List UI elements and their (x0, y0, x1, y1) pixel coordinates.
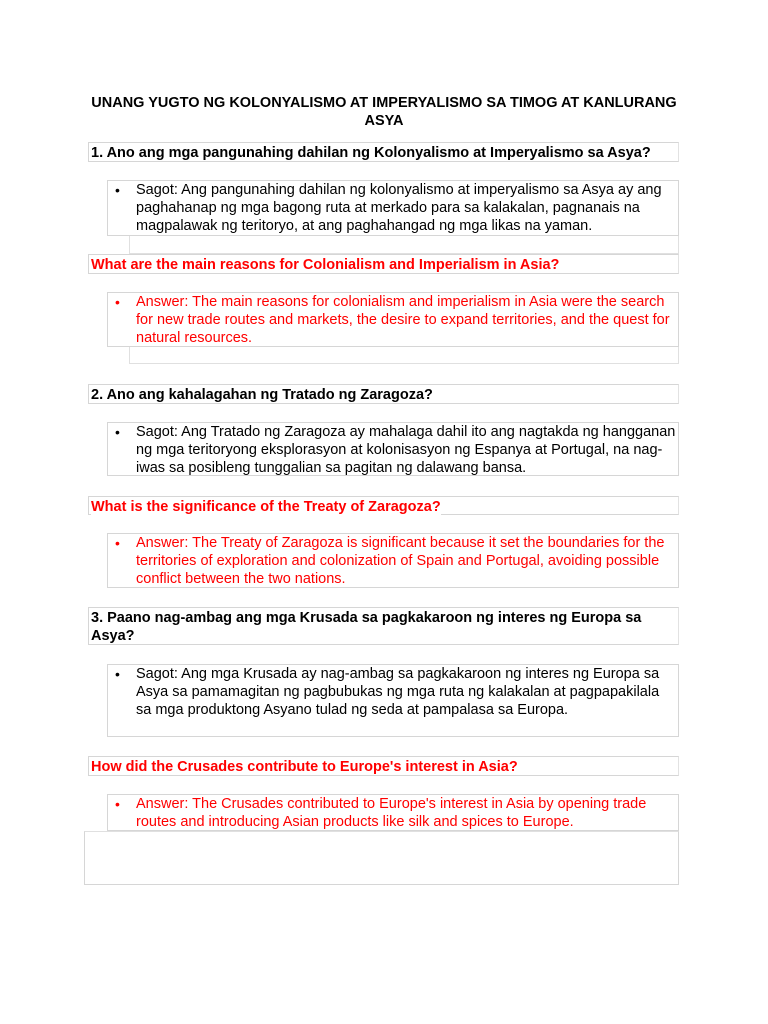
answer-1 (107, 180, 679, 236)
answer-1-text: Sagot: Ang pangunahing dahilan ng kolonyalismo at imperyalismo sa Asya ay ang paghahanap ng mga bagong ruta at merkado para sa kalakalan, pagnanais na magpalawak ng teritoryo, at ang paghahangad ng mga likas na yaman. (136, 182, 662, 234)
empty-text-box (84, 831, 679, 885)
answer-2-en-text: Answer: The Treaty of Zaragoza is significant because it set the boundaries for the territories of exploration and colonization of Spain and Portugal, avoiding possible conflict between the two nations. (136, 535, 665, 587)
answer-2-text: Sagot: Ang Tratado ng Zaragoza ay mahalaga dahil ito ang nagtakda ng hangganan ng mga teritoryong eksplorasyon at kolonisasyon ng Espanya at Portugal, na nag-iwas sa posibleng tunggalian sa pagitan ng dalawang bansa. (136, 424, 676, 476)
answer-3 (107, 664, 679, 737)
question-2-en-text: What is the significance of the Treaty of Zaragoza? (91, 499, 441, 515)
bullet-icon: • (115, 294, 120, 310)
answer-1-en (107, 292, 679, 347)
answer-1-en-text: Answer: The main reasons for colonialism and imperialism in Asia were the search for new trade routes and markets, the desire to expand territories, and the quest for natural resources. (136, 294, 670, 346)
question-1-en-text: What are the main reasons for Colonialism and Imperialism in Asia? (91, 257, 560, 273)
document-title: UNANG YUGTO NG KOLONYALISMO AT IMPERYALISMO SA TIMOG AT KANLURANG ASYA (91, 95, 677, 129)
question-2 (88, 384, 679, 404)
question-3-en-text: How did the Crusades contribute to Europe's interest in Asia? (91, 759, 518, 775)
question-2-en (88, 496, 679, 515)
bullet-icon: • (115, 796, 120, 812)
answer-2 (107, 422, 679, 476)
bullet-icon: • (115, 535, 120, 551)
bullet-icon: • (115, 666, 120, 682)
answer-3-en (107, 794, 679, 831)
answer-1-en-spacer (129, 347, 679, 364)
question-2-text: 2. Ano ang kahalagahan ng Tratado ng Zaragoza? (91, 387, 433, 403)
answer-1-spacer (129, 236, 679, 254)
question-1-en (88, 254, 679, 274)
question-1-text: 1. Ano ang mga pangunahing dahilan ng Kolonyalismo at Imperyalismo sa Asya? (91, 145, 651, 161)
bullet-icon: • (115, 182, 120, 198)
question-3-text: 3. Paano nag-ambag ang mga Krusada sa pagkakaroon ng interes ng Europa sa Asya? (91, 610, 642, 644)
answer-3-en-text: Answer: The Crusades contributed to Europe's interest in Asia by opening trade routes and introducing Asian products like silk and spices to Europe. (136, 796, 647, 830)
answer-3-text: Sagot: Ang mga Krusada ay nag-ambag sa pagkakaroon ng interes ng Europa sa Asya sa pamamagitan ng pagbubukas ng mga ruta ng kalakalan at pagpapakilala sa mga produktong Asyano tulad ng seda at pampalasa sa Europa. (136, 666, 660, 718)
bullet-icon: • (115, 424, 120, 440)
question-1 (88, 142, 679, 162)
question-3 (88, 607, 679, 645)
answer-2-en (107, 533, 679, 588)
question-3-en (88, 756, 679, 776)
